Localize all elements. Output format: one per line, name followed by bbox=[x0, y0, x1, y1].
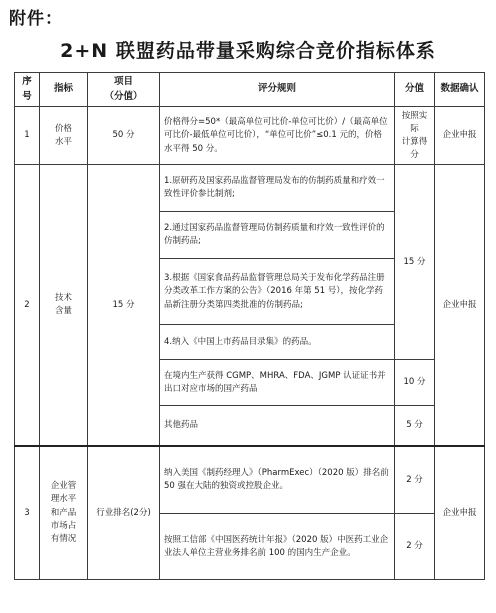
header-indicator: 指标 bbox=[40, 73, 88, 107]
row3-data-confirm: 企业申报 bbox=[435, 446, 485, 580]
row3-score-a: 2 分 bbox=[395, 446, 435, 514]
table-row bbox=[15, 446, 485, 514]
header-score: 分值 bbox=[395, 73, 435, 107]
row2-score-a: 15 分 bbox=[395, 165, 435, 360]
attachment-label: 附件： bbox=[9, 9, 63, 29]
row1-indicator: 价格 水平 bbox=[40, 107, 88, 165]
row1-rule: 价格得分=50*（最高单位可比价-单位可比价）/（最高单位可比价-最低单位可比价），“单位可比价”≤0.1 元的，价格水平得 50 分。 bbox=[160, 107, 395, 165]
row1-item: 50 分 bbox=[88, 107, 160, 165]
table-row bbox=[15, 165, 485, 212]
row2-seq: 2 bbox=[15, 165, 40, 446]
row2-rule-1: 1.原研药及国家药品监督管理局发布的仿制药质量和疗效一致性评价参比制剂; bbox=[160, 165, 395, 212]
row2-score-c: 5 分 bbox=[395, 406, 435, 446]
row3-indicator: 企业管 理水平 和产品 市场占 有情况 bbox=[40, 446, 88, 580]
row1-data-confirm: 企业申报 bbox=[435, 107, 485, 165]
row2-rule-2: 2.通过国家药品监督管理局仿制药质量和疗效一致性评价的仿制药品; bbox=[160, 212, 395, 259]
header-rule: 评分规则 bbox=[160, 73, 395, 107]
row2-score-b: 10 分 bbox=[395, 360, 435, 406]
header-item: 项目 （分值） bbox=[88, 73, 160, 107]
row3-rule-1: 纳入美国《制药经理人》（PharmExec）（2020 版）排名前 50 强在大陆的独资或控股企业。 bbox=[160, 446, 395, 514]
document-title: 2+N 联盟药品带量采购综合竞价指标体系 bbox=[60, 40, 436, 62]
row1-seq: 1 bbox=[15, 107, 40, 165]
row2-data-confirm: 企业申报 bbox=[435, 165, 485, 446]
indicator-table bbox=[14, 72, 485, 580]
row2-rule-5: 在境内生产获得 CGMP、MHRA、FDA、JGMP 认证证书并出口对应市场的国产药品 bbox=[160, 360, 395, 406]
row2-rule-3: 3.根据《国家食品药品监督管理总局关于发布化学药品注册分类改革工作方案的公告》（2016 年第 51 号），按化学药品新注册分类第四类批准的仿制药品; bbox=[160, 259, 395, 325]
table-row bbox=[15, 107, 485, 165]
row1-score: 按照实际 计算得分 bbox=[395, 107, 435, 165]
row3-item: 行业排名(2分) bbox=[88, 446, 160, 580]
row3-score-b: 2 分 bbox=[395, 514, 435, 580]
table-header-row bbox=[15, 73, 485, 107]
row2-rule-4: 4.纳入《中国上市药品目录集》的药品。 bbox=[160, 325, 395, 360]
row3-rule-2: 按照工信部《中国医药统计年报》（2020 版）中医药工业企业法人单位主营业务排名前 100 的国内生产企业。 bbox=[160, 514, 395, 580]
header-data-confirm: 数据确认 bbox=[435, 73, 485, 107]
row2-indicator: 技术 含量 bbox=[40, 165, 88, 446]
row2-item: 15 分 bbox=[88, 165, 160, 446]
header-seq: 序 号 bbox=[15, 73, 40, 107]
row2-rule-6: 其他药品 bbox=[160, 406, 395, 446]
row3-seq: 3 bbox=[15, 446, 40, 580]
